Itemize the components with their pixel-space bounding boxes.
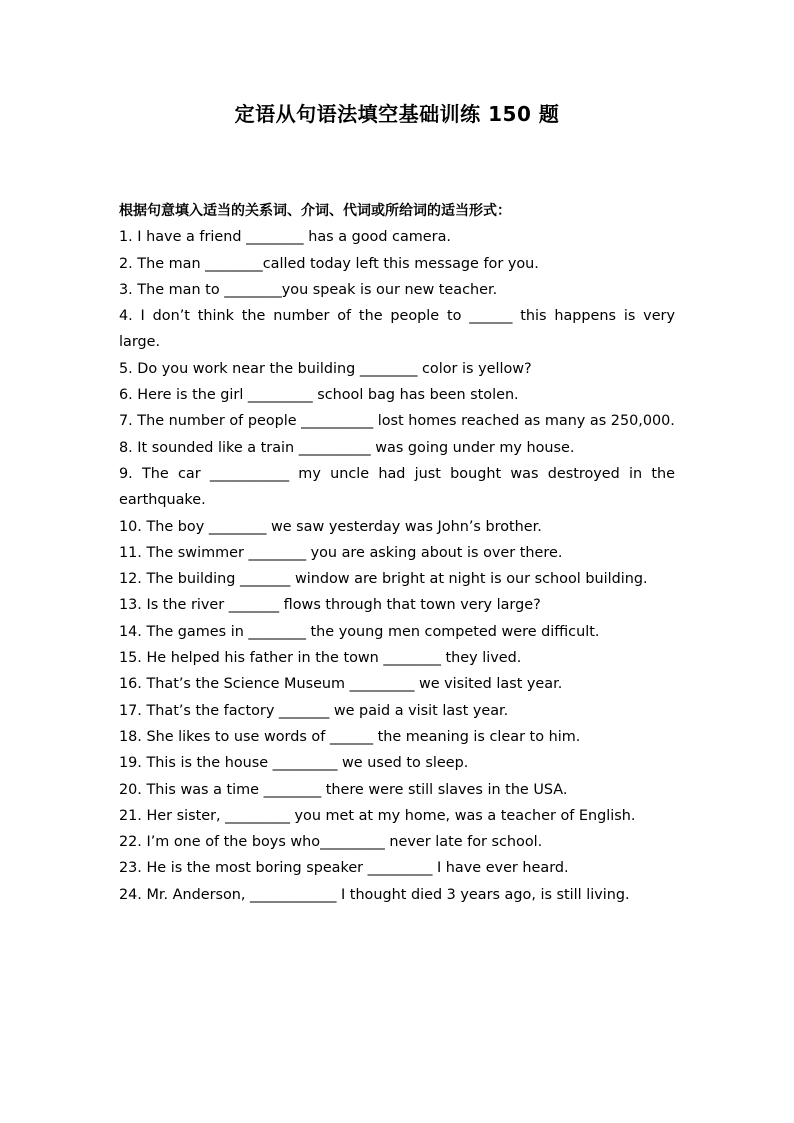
question-item: 22. I’m one of the boys who_________ never late for school. (119, 834, 543, 851)
question-item: 13. Is the river _______ flows through that town very large? (119, 597, 541, 614)
question-item: 1. I have a friend ________ has a good camera. (119, 229, 451, 246)
question-item: 23. He is the most boring speaker _________ I have ever heard. (119, 860, 569, 877)
question-item: 6. Here is the girl _________ school bag has been stolen. (119, 387, 519, 404)
instruction-text: 根据句意填入适当的关系词、介词、代词或所给词的适当形式： (119, 203, 511, 219)
question-item: 21. Her sister, _________ you met at my home, was a teacher of English. (119, 807, 636, 824)
question-item: 20. This was a time ________ there were still slaves in the USA. (119, 781, 568, 798)
question-item: 4. I don’t think the number of the people to ______ this happens is very large. (119, 308, 675, 351)
question-item: 11. The swimmer ________ you are asking about is over there. (119, 544, 563, 561)
question-item: 9. The car ___________ my uncle had just bought was destroyed in the earthquake. (119, 465, 675, 509)
question-item: 2. The man ________called today left this message for you. (119, 255, 539, 272)
question-item: 10. The boy ________ we saw yesterday was John’s brother. (119, 518, 542, 535)
question-item: 19. This is the house _________ we used to sleep. (119, 755, 469, 772)
question-item: 8. It sounded like a train __________ was going under my house. (119, 439, 575, 456)
question-item: 15. He helped his father in the town ________ they lived. (119, 650, 522, 667)
question-item: 24. Mr. Anderson, ____________ I thought died 3 years ago, is still living. (119, 886, 630, 903)
question-item: 17. That’s the factory _______ we paid a visit last year. (119, 702, 509, 719)
question-list (119, 224, 675, 908)
question-item: 7. The number of people __________ lost homes reached as many as 250,000. (119, 413, 675, 430)
question-item: 14. The games in ________ the young men competed were difficult. (119, 623, 600, 640)
question-item: 18. She likes to use words of ______ the meaning is clear to him. (119, 728, 581, 745)
document-title: 定语从句语法填空基础训练 150 题 (234, 102, 560, 126)
document-body (119, 198, 675, 908)
question-item: 5. Do you work near the building ________ color is yellow? (119, 360, 532, 377)
question-item: 16. That’s the Science Museum _________ we visited last year. (119, 676, 563, 693)
question-item: 3. The man to ________you speak is our new teacher. (119, 281, 498, 298)
question-item: 12. The building _______ window are bright at night is our school building. (119, 571, 648, 588)
